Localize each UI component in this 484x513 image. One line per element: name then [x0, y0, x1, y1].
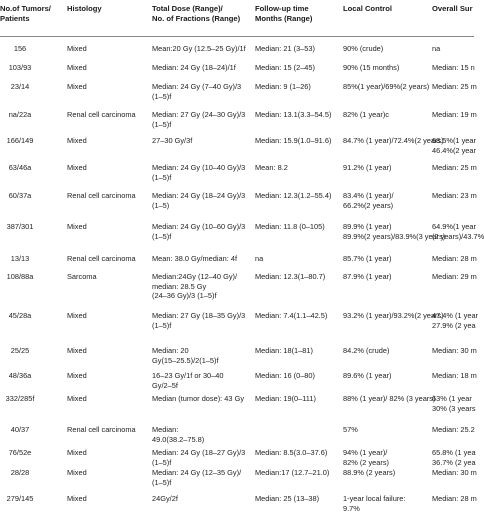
cell-total-dose: Median: 24 Gy (7–40 Gy)/3	[152, 82, 242, 91]
cell-total-dose: (1–5)f	[152, 119, 172, 129]
cell-total-dose: (1–5)f	[152, 172, 172, 182]
cell-local-control: 9.7%	[343, 503, 360, 513]
cell-tumors-patients: 13/13	[10, 254, 30, 263]
cell-local-control: 88.9% (2 years)	[343, 468, 396, 477]
cell-overall-survival: na	[432, 44, 441, 53]
cell-follow-up: Median: 19(0–111)	[255, 394, 316, 403]
cell-overall-survival: 27.9% (2 yea	[432, 320, 476, 330]
cell-total-dose: Median: 27 Gy (18–35 Gy)/3	[152, 311, 246, 320]
cell-overall-survival: 47.4% (1 year	[432, 311, 479, 320]
cell-histology: Renal cell carcinoma	[67, 191, 136, 200]
cell-tumors-patients: 45/28a	[8, 311, 32, 320]
cell-overall-survival: Median: 19 m	[432, 110, 477, 119]
cell-total-dose: Median: 24 Gy (18–27 Gy)/3	[152, 448, 246, 457]
cell-tumors-patients: 23/14	[10, 82, 30, 91]
cell-histology: Mixed	[67, 163, 87, 172]
cell-tumors-patients: 76/52e	[8, 448, 32, 457]
cell-total-dose: (1–5)	[152, 200, 170, 210]
cell-tumors-patients: 387/301	[6, 222, 34, 231]
cell-overall-survival: Median: 28 m	[432, 494, 477, 503]
header-follow-up-line-1: Follow-up time	[255, 4, 309, 13]
cell-overall-survival: 64.9%(1 year	[432, 222, 476, 231]
cell-histology: Mixed	[67, 468, 87, 477]
cell-follow-up: Median: 25 (13–38)	[255, 494, 320, 503]
cell-histology: Mixed	[67, 494, 87, 503]
cell-overall-survival: Median: 23 m	[432, 191, 477, 200]
cell-tumors-patients: 279/145	[6, 494, 34, 503]
cell-histology: Mixed	[67, 82, 87, 91]
cell-total-dose: Median: 24 Gy (12–35 Gy)/	[152, 468, 242, 477]
cell-histology: Mixed	[67, 346, 87, 355]
cell-total-dose: Median: 27 Gy (24–30 Gy)/3	[152, 110, 246, 119]
cell-local-control: 83.4% (1 year)/	[343, 191, 394, 200]
cell-tumors-patients: 166/149	[6, 136, 34, 145]
cell-local-control: 85.7% (1 year)	[343, 254, 392, 263]
cell-histology: Renal cell carcinoma	[67, 425, 136, 434]
table-header	[0, 0, 474, 37]
cell-histology: Mixed	[67, 371, 87, 380]
cell-overall-survival: 46.4%(2 year	[432, 145, 476, 155]
header-overall-survival: Overall Sur	[432, 4, 473, 13]
cell-total-dose: Median: 24 Gy (18–24 Gy)/3	[152, 191, 246, 200]
cell-local-control: 89.6% (1 year)	[343, 371, 392, 380]
cell-follow-up: Median: 18(1–81)	[255, 346, 313, 355]
cell-total-dose: 24Gy/2f	[152, 494, 178, 503]
cell-histology: Mixed	[67, 44, 87, 53]
cell-local-control: 66.2%(2 years)	[343, 200, 394, 210]
cell-follow-up: Median: 13.1(3.3–54.5)	[255, 110, 332, 119]
cell-total-dose: (24–36 Gy)/3 (1–5)f	[152, 291, 217, 301]
cell-follow-up: Median: 15.9(1.0–91.6)	[255, 136, 332, 145]
cell-total-dose: Median (tumor dose): 43 Gy	[152, 394, 245, 403]
cell-histology: Mixed	[67, 136, 87, 145]
cell-overall-survival: Median: 28 m	[432, 254, 477, 263]
cell-local-control: 88% (1 year)/ 82% (3 years)	[343, 394, 436, 403]
cell-overall-survival: Median: 25 m	[432, 82, 477, 91]
cell-tumors-patients: 108/88a	[6, 272, 34, 281]
cell-total-dose: 27–30 Gy/3f	[152, 136, 193, 145]
cell-overall-survival: (2 years)/43.7%	[432, 231, 484, 241]
cell-overall-survival: 36.7% (2 yea	[432, 457, 476, 467]
cell-local-control: 82% (2 years)	[343, 457, 390, 467]
cell-follow-up: Median: 12.3(1–80.7)	[255, 272, 326, 281]
cell-overall-survival: Median: 30 m	[432, 346, 477, 355]
cell-follow-up: Median: 12.3(1.2–55.4)	[255, 191, 332, 200]
cell-follow-up: Median:17 (12.7–21.0)	[255, 468, 330, 477]
cell-overall-survival: Median: 30 m	[432, 468, 477, 477]
cell-local-control: 84.7% (1 year)/72.4%(2 years)	[343, 136, 444, 145]
cell-local-control: 89.9% (1 year)	[343, 222, 392, 231]
cell-follow-up: na	[255, 254, 264, 263]
cell-overall-survival: 63% (1 year	[432, 394, 472, 403]
cell-total-dose: (1–5)f	[152, 91, 172, 101]
cell-histology: Mixed	[67, 448, 87, 457]
cell-tumors-patients: 28/28	[10, 468, 30, 477]
cell-follow-up: Median: 8.5(3.0–37.6)	[255, 448, 328, 457]
cell-histology: Mixed	[67, 63, 87, 72]
cell-follow-up: Median: 15 (2–45)	[255, 63, 315, 72]
cell-local-control: 90% (crude)	[343, 44, 384, 53]
cell-total-dose: (1–5)f	[152, 457, 172, 467]
cell-follow-up: Median: 16 (0–80)	[255, 371, 315, 380]
cell-overall-survival: 68.5%(1 year	[432, 136, 476, 145]
cell-histology: Renal cell carcinoma	[67, 254, 136, 263]
cell-local-control: 94% (1 year)/	[343, 448, 388, 457]
cell-total-dose: 49.0(38.2–75.8)	[152, 434, 205, 444]
cell-local-control: 90% (15 months)	[343, 63, 400, 72]
header-follow-up-line-2: Months (Range)	[255, 14, 313, 23]
cell-local-control: 85%(1 year)/69%(2 years)	[343, 82, 430, 91]
cell-histology: Mixed	[67, 311, 87, 320]
cell-overall-survival: 30% (3 years	[432, 403, 476, 413]
cell-follow-up: Median: 21 (3–53)	[255, 44, 315, 53]
cell-local-control: 84.2% (crude)	[343, 346, 390, 355]
cell-total-dose: Gy/2–5f	[152, 380, 178, 390]
cell-follow-up: Median: 9 (1–26)	[255, 82, 311, 91]
cell-local-control: 1-year local failure:	[343, 494, 406, 503]
cell-total-dose: Mean: 38.0 Gy/median: 4f	[152, 254, 238, 263]
cell-tumors-patients: 40/37	[10, 425, 30, 434]
cell-total-dose: Median: 24 Gy (18–24)/1f	[152, 63, 236, 72]
cell-total-dose: Median:24Gy (12–40 Gy)/	[152, 272, 238, 281]
cell-tumors-patients: 156	[13, 44, 27, 53]
header-tumors-patients-line-1: No.of Tumors/	[0, 4, 51, 13]
cell-local-control: 93.2% (1 year)/93.2%(2 years)	[343, 311, 444, 320]
cell-tumors-patients: 48/36a	[8, 371, 32, 380]
cell-tumors-patients: 60/37a	[8, 191, 32, 200]
cell-tumors-patients: 63/46a	[8, 163, 32, 172]
cell-histology: Sarcoma	[67, 272, 97, 281]
cell-local-control: 82% (1 year)c	[343, 110, 390, 119]
cell-overall-survival: Median: 29 m	[432, 272, 477, 281]
cell-local-control: 87.9% (1 year)	[343, 272, 392, 281]
cell-overall-survival: Median: 25.2	[432, 425, 475, 434]
cell-overall-survival: Median: 15 n	[432, 63, 475, 72]
cell-local-control: 89.9%(2 years)/83.9%(3 years)	[343, 231, 446, 241]
cell-total-dose: (1–5)f	[152, 231, 172, 241]
cell-tumors-patients: 103/93	[8, 63, 32, 72]
cell-total-dose: (1–5)f	[152, 320, 172, 330]
cell-overall-survival: Median: 18 m	[432, 371, 477, 380]
cell-local-control: 57%	[343, 425, 358, 434]
header-total-dose-line-2: No. of Fractions (Range)	[152, 14, 241, 23]
header-tumors-patients-line-2: Patients	[0, 14, 30, 23]
cell-follow-up: Median: 11.8 (0–105)	[255, 222, 325, 231]
cell-tumors-patients: na/22a	[8, 110, 32, 119]
header-local-control: Local Control	[343, 4, 392, 13]
cell-histology: Mixed	[67, 394, 87, 403]
cell-histology: Renal cell carcinoma	[67, 110, 136, 119]
cell-histology: Mixed	[67, 222, 87, 231]
cell-total-dose: Median:	[152, 425, 179, 434]
cell-total-dose: Median: 24 Gy (10–60 Gy)/3	[152, 222, 246, 231]
cell-total-dose: Gy(15–25.5)/2(1–5)f	[152, 355, 219, 365]
cell-total-dose: Median: 20	[152, 346, 189, 355]
header-total-dose-line-1: Total Dose (Range)/	[152, 4, 223, 13]
cell-overall-survival: Median: 25 m	[432, 163, 477, 172]
cell-follow-up: Median: 7.4(1.1–42.5)	[255, 311, 328, 320]
cell-tumors-patients: 25/25	[10, 346, 30, 355]
cell-overall-survival: 65.8% (1 yea	[432, 448, 476, 457]
cell-total-dose: Mean:20 Gy (12.5–25 Gy)/1f	[152, 44, 246, 53]
header-histology: Histology	[67, 4, 102, 13]
cell-local-control: 91.2% (1 year)	[343, 163, 392, 172]
cell-total-dose: (1–5)f	[152, 477, 172, 487]
cell-tumors-patients: 332/285f	[5, 394, 35, 403]
cell-total-dose: 16–23 Gy/1f or 30–40	[152, 371, 224, 380]
cell-total-dose: Median: 24 Gy (10–40 Gy)/3	[152, 163, 246, 172]
cell-total-dose: median: 28.5 Gy	[152, 281, 207, 291]
cell-follow-up: Mean: 8.2	[255, 163, 288, 172]
